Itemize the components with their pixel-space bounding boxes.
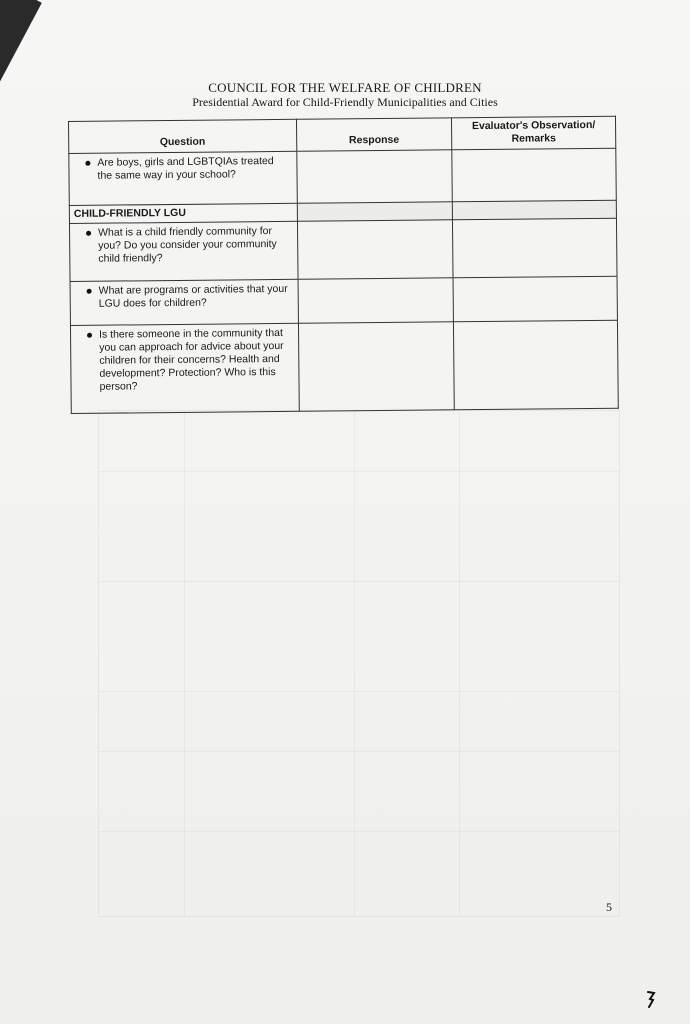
- bullet-icon: [85, 161, 90, 166]
- table-row: [70, 320, 618, 413]
- table-row: [70, 276, 617, 325]
- document-title: COUNCIL FOR THE WELFARE OF CHILDREN: [208, 80, 482, 95]
- bleed-through-grid: [98, 410, 620, 917]
- section-blank-cell: [297, 202, 453, 221]
- table-header-row: [69, 116, 616, 153]
- response-cell[interactable]: [296, 150, 452, 203]
- column-header-response: Response: [296, 118, 452, 151]
- table-row: [69, 218, 617, 281]
- remarks-cell[interactable]: [454, 320, 619, 410]
- response-cell[interactable]: [297, 220, 453, 279]
- question-text: What is a child friendly community for you? Do you consider your community child friendly?: [98, 225, 277, 265]
- question-text: Are boys, girls and LGBTQIAs treated the same way in your school?: [97, 155, 274, 182]
- questionnaire-table: [68, 116, 619, 414]
- response-cell[interactable]: [298, 322, 454, 411]
- question-text: What are programs or activities that your LGU does for children?: [98, 282, 288, 310]
- column-header-question: Question: [69, 119, 297, 153]
- remarks-cell[interactable]: [453, 276, 617, 322]
- remarks-cell[interactable]: [452, 148, 616, 202]
- document-subtitle: Presidential Award for Child-Friendly Municipalities and Cities: [192, 95, 498, 109]
- ink-mark-icon: [646, 990, 656, 1013]
- remarks-cell[interactable]: [453, 218, 617, 278]
- bullet-icon: [86, 231, 91, 236]
- section-label: CHILD-FRIENDLY LGU: [69, 203, 297, 223]
- question-cell: [70, 279, 298, 325]
- question-cell: [69, 221, 297, 281]
- question-cell: [70, 323, 299, 413]
- question-text: Is there someone in the community that you can approach for advice about your children for their concerns? Health and development? Protection? Who is this person?: [98, 326, 284, 393]
- page-number: 5: [606, 900, 612, 914]
- bullet-icon: [87, 289, 92, 294]
- column-header-remarks: Evaluator's Observation/ Remarks: [452, 116, 616, 150]
- bullet-icon: [87, 333, 92, 338]
- table-row: [69, 148, 616, 205]
- question-cell: [69, 151, 297, 205]
- response-cell[interactable]: [298, 278, 454, 323]
- section-blank-cell: [452, 200, 616, 220]
